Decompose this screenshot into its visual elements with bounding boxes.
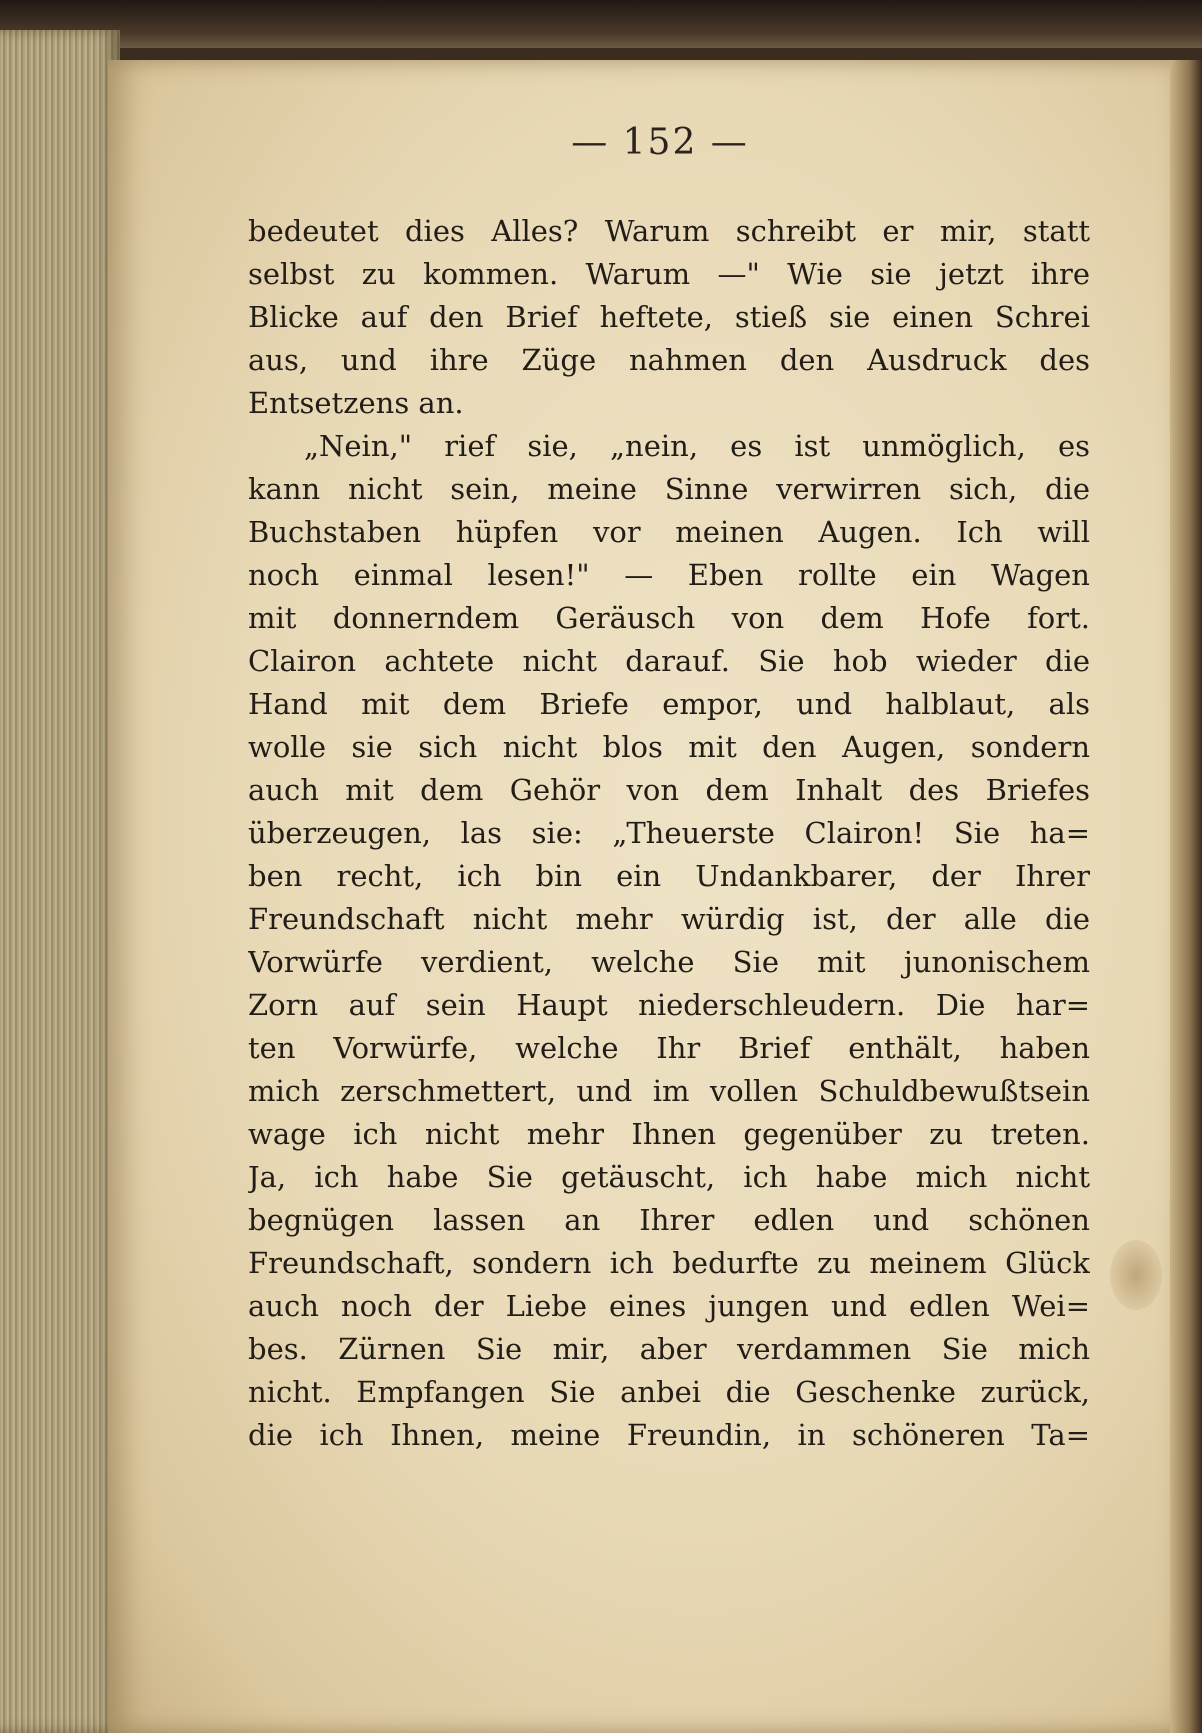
text-line: mich zerschmettert, und im vollen Schuldbewußtsein bbox=[248, 1074, 1090, 1108]
text-line: selbst zu kommen. Warum —" Wie sie jetzt ihre bbox=[248, 257, 1090, 291]
text-line: ten Vorwürfe, welche Ihr Brief enthält, haben bbox=[248, 1031, 1090, 1065]
text-line: Entsetzens an. bbox=[248, 386, 464, 420]
page-text bbox=[248, 210, 1090, 1457]
text-line: Vorwürfe verdient, welche Sie mit junonischem bbox=[248, 945, 1090, 979]
text-line: bes. Zürnen Sie mir, aber verdammen Sie mich bbox=[248, 1332, 1090, 1366]
text-line: begnügen lassen an Ihrer edlen und schönen bbox=[248, 1203, 1090, 1237]
text-line: aus, und ihre Züge nahmen den Ausdruck des bbox=[248, 343, 1090, 377]
text-line: auch noch der Liebe eines jungen und edlen Wei= bbox=[248, 1289, 1090, 1323]
text-line: Ja, ich habe Sie getäuscht, ich habe mich nicht bbox=[248, 1160, 1090, 1194]
text-line: Clairon achtete nicht darauf. Sie hob wieder die bbox=[248, 644, 1090, 678]
text-line: Hand mit dem Briefe empor, und halblaut, als bbox=[248, 687, 1090, 721]
text-line: Freundschaft nicht mehr würdig ist, der alle die bbox=[248, 902, 1090, 936]
book-cover-top bbox=[0, 0, 1202, 48]
page-stain bbox=[1110, 1240, 1162, 1310]
text-line: bedeutet dies Alles? Warum schreibt er mir, statt bbox=[248, 214, 1090, 248]
text-line: mit donnerndem Geräusch von dem Hofe fort. bbox=[248, 601, 1090, 635]
text-line: wage ich nicht mehr Ihnen gegenüber zu treten. bbox=[248, 1117, 1090, 1151]
text-line: wolle sie sich nicht blos mit den Augen, sondern bbox=[248, 730, 1090, 764]
text-line: noch einmal lesen!" — Eben rollte ein Wagen bbox=[248, 558, 1090, 592]
text-line: „Nein," rief sie, „nein, es ist unmöglich, es bbox=[304, 429, 1090, 463]
text-line: ben recht, ich bin ein Undankbarer, der Ihrer bbox=[248, 859, 1090, 893]
page-number: — 152 — bbox=[571, 122, 749, 163]
text-line: Blicke auf den Brief heftete, stieß sie einen Schrei bbox=[248, 300, 1090, 334]
text-line: nicht. Empfangen Sie anbei die Geschenke zurück, bbox=[248, 1375, 1090, 1409]
text-line: Zorn auf sein Haupt niederschleudern. Die har= bbox=[248, 988, 1090, 1022]
text-line: auch mit dem Gehör von dem Inhalt des Briefes bbox=[248, 773, 1090, 807]
text-line: kann nicht sein, meine Sinne verwirren sich, die bbox=[248, 472, 1090, 506]
page-edges bbox=[0, 30, 120, 1733]
text-line: Freundschaft, sondern ich bedurfte zu meinem Glück bbox=[248, 1246, 1090, 1280]
text-line: Buchstaben hüpfen vor meinen Augen. Ich will bbox=[248, 515, 1090, 549]
text-line: überzeugen, las sie: „Theuerste Clairon! Sie ha= bbox=[248, 816, 1090, 850]
page-right-edge bbox=[1170, 60, 1202, 1733]
text-line: die ich Ihnen, meine Freundin, in schöneren Ta= bbox=[248, 1418, 1090, 1452]
